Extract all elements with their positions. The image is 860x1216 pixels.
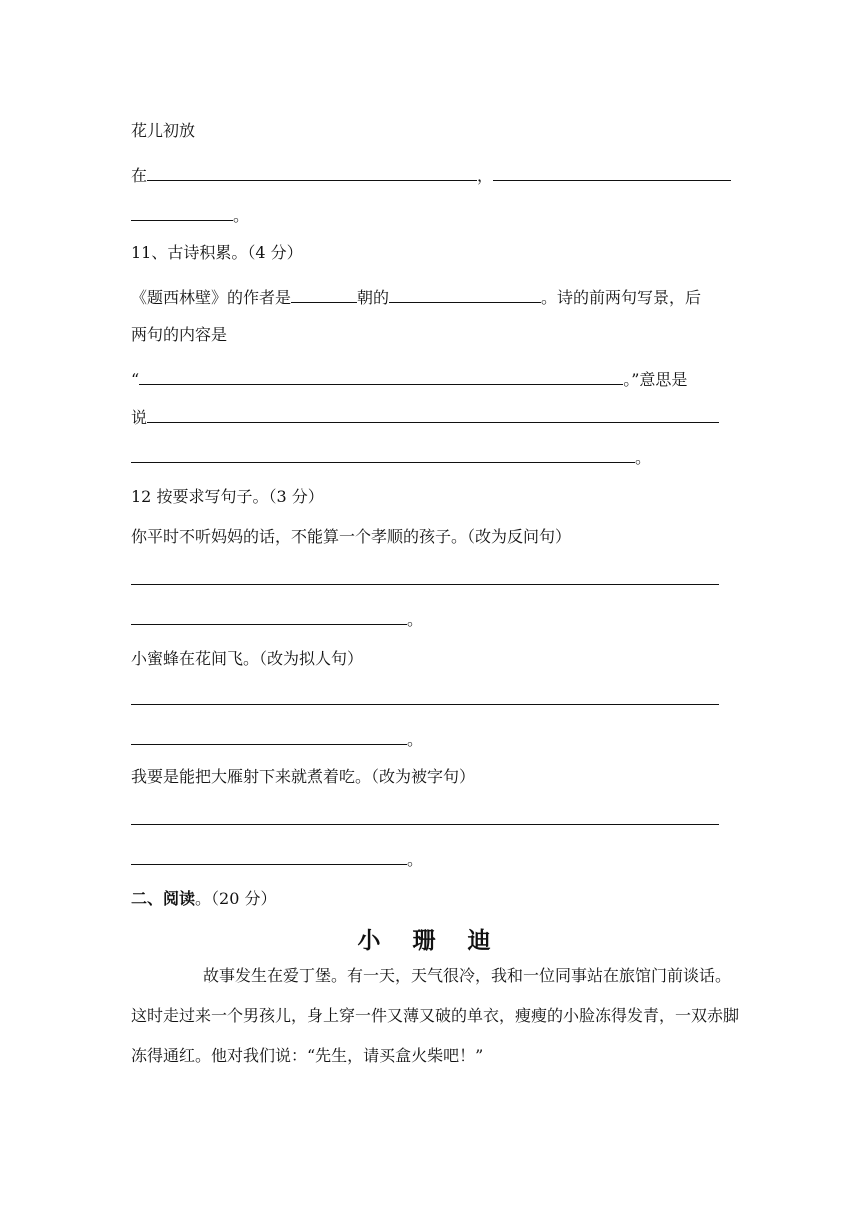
q11-line1: [131, 284, 701, 309]
q10-end-period: 。: [233, 206, 250, 225]
q11-blank-poem-lines[interactable]: [139, 366, 623, 385]
q11-blank-meaning-2[interactable]: [131, 444, 635, 463]
q10-line1: 花儿初放: [131, 121, 196, 140]
q12-answer-line-1b[interactable]: [131, 606, 407, 625]
q12-answer-line-3a[interactable]: [131, 824, 719, 825]
q11-quote-close: 。”意思是: [623, 370, 688, 389]
q10-blank-1[interactable]: [147, 162, 477, 181]
q12-answer-line-2b[interactable]: [131, 726, 407, 745]
q12-answer-line-3b[interactable]: [131, 846, 407, 865]
q12-end-period-1: 。: [407, 610, 424, 629]
q10-line2: [131, 162, 731, 187]
q11-line2: 两句的内容是: [131, 325, 228, 344]
story-title: 小 珊 迪: [357, 927, 503, 954]
q11-end-period: 。: [635, 448, 652, 467]
q12-sentence-3: 我要是能把大雁射下来就煮着吃。（改为被字句）: [131, 767, 476, 786]
story-paragraph: 故事发生在爱丁堡。有一天，天气很冷，我和一位同事站在旅馆门前谈话。这时走过来一个男孩儿，身上穿一件又薄又破的单衣，瘦瘦的小脸冻得发青，一双赤脚冻得通红。他对我们说：“先生，请买盒火柴吧！”: [131, 966, 740, 1065]
q12-answer-2b-row: [131, 726, 423, 751]
q11-quote-open: “: [131, 370, 140, 389]
section2-heading-bold: 二、阅读: [131, 889, 196, 908]
q12-answer-1b-row: [131, 606, 423, 631]
q11-text-poem: 。诗的前两句写景，后: [541, 288, 702, 307]
q11-text-author: 《题西林壁》的作者是: [131, 288, 292, 307]
q11-text-shuo: 说: [131, 408, 148, 427]
q12-end-period-2: 。: [407, 730, 424, 749]
q11-line5: [131, 444, 651, 469]
q12-answer-3b-row: [131, 846, 423, 871]
q11-blank-dynasty[interactable]: [291, 284, 357, 303]
q11-text-chao: 朝的: [357, 288, 390, 307]
q10-prefix: 在: [131, 166, 148, 185]
q11-heading: 11、古诗积累。（4 分）: [131, 243, 303, 262]
q12-sentence-1: 你平时不听妈妈的话，不能算一个孝顺的孩子。（改为反问句）: [131, 527, 572, 546]
q11-blank-author[interactable]: [389, 284, 541, 303]
q10-line3: [131, 202, 249, 227]
q11-line4: [131, 404, 719, 429]
q10-blank-2[interactable]: [493, 162, 731, 181]
q12-sentence-2: 小蜜蜂在花间飞。（改为拟人句）: [131, 649, 364, 668]
q10-blank-3[interactable]: [131, 202, 233, 221]
q11-line3: [131, 366, 687, 391]
q11-blank-meaning-1[interactable]: [147, 404, 719, 423]
q12-end-period-3: 。: [407, 850, 424, 869]
section2-heading-score: 。（20 分）: [195, 889, 277, 908]
q10-comma: ，: [477, 166, 494, 185]
q12-heading: 12 按要求写句子。（3 分）: [131, 487, 324, 506]
section2-heading: [131, 888, 276, 910]
q12-answer-line-1a[interactable]: [131, 584, 719, 585]
q12-answer-line-2a[interactable]: [131, 704, 719, 705]
